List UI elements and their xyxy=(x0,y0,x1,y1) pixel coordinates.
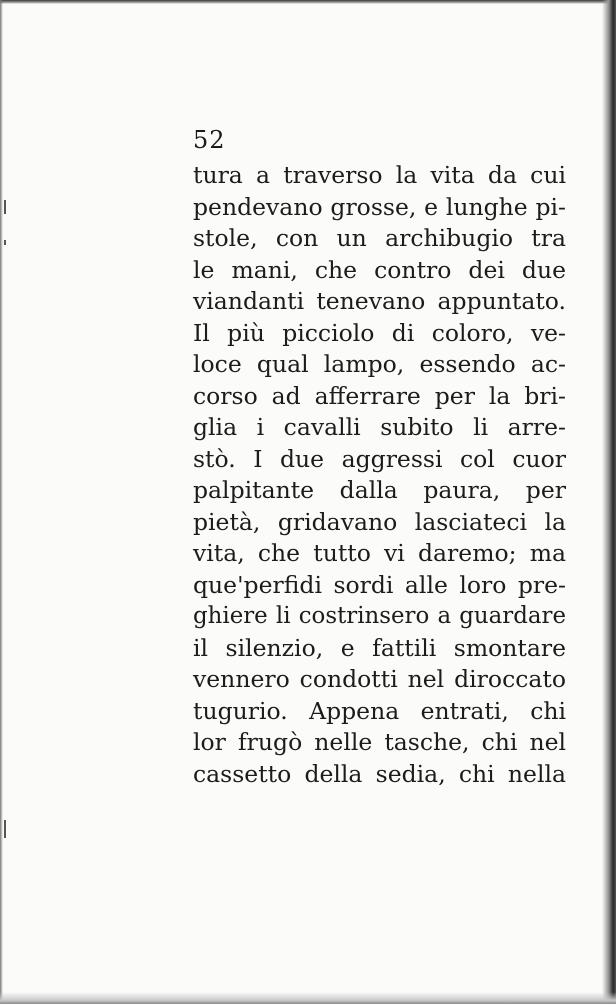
text-line: que'perfidi sordi alle loro pre- xyxy=(193,570,566,599)
scan-speck xyxy=(4,200,6,214)
text-line: lor frugò nelle tasche, chi nel xyxy=(193,728,566,756)
page-edge-left xyxy=(0,0,3,1004)
body-text xyxy=(193,160,566,790)
text-line: cassetto della sedia, chi nella xyxy=(193,759,566,788)
text-line: Il più picciolo di coloro, ve- xyxy=(193,318,566,347)
page-edge-top xyxy=(0,0,616,4)
page-number: 52 xyxy=(193,126,226,154)
scan-specks xyxy=(4,180,10,880)
scan-speck xyxy=(4,820,6,838)
scan-speck xyxy=(4,240,6,245)
text-line: le mani, che contro dei due xyxy=(193,255,566,284)
text-line: palpitante dalla paura, per xyxy=(193,476,566,504)
page-edge-bottom xyxy=(0,992,616,1004)
page-edge-right xyxy=(602,0,616,1004)
text-line: glia i cavalli subito li arre- xyxy=(193,413,566,441)
text-line: pendevano grosse, e lunghe pi- xyxy=(193,192,566,221)
text-line: pietà, gridavano lasciateci la xyxy=(193,507,566,536)
text-line: tura a traverso la vita da cui xyxy=(193,161,566,189)
text-line: viandanti tenevano appuntato. xyxy=(193,287,566,315)
text-line: loce qual lampo, essendo ac- xyxy=(193,350,566,378)
text-line: il silenzio, e fattili smontare xyxy=(193,633,566,662)
text-line: ghiere li costrinsero a guardare xyxy=(193,603,566,629)
text-line: vennero condotti nel diroccato xyxy=(193,665,566,693)
text-line: stole, con un archibugio tra xyxy=(193,224,566,252)
text-line: stò. I due aggressi col cuor xyxy=(193,444,566,473)
text-line: corso ad afferrare per la bri- xyxy=(193,381,566,410)
text-line: tugurio. Appena entrati, chi xyxy=(193,696,566,725)
text-line: vita, che tutto vi daremo; ma xyxy=(193,539,566,567)
